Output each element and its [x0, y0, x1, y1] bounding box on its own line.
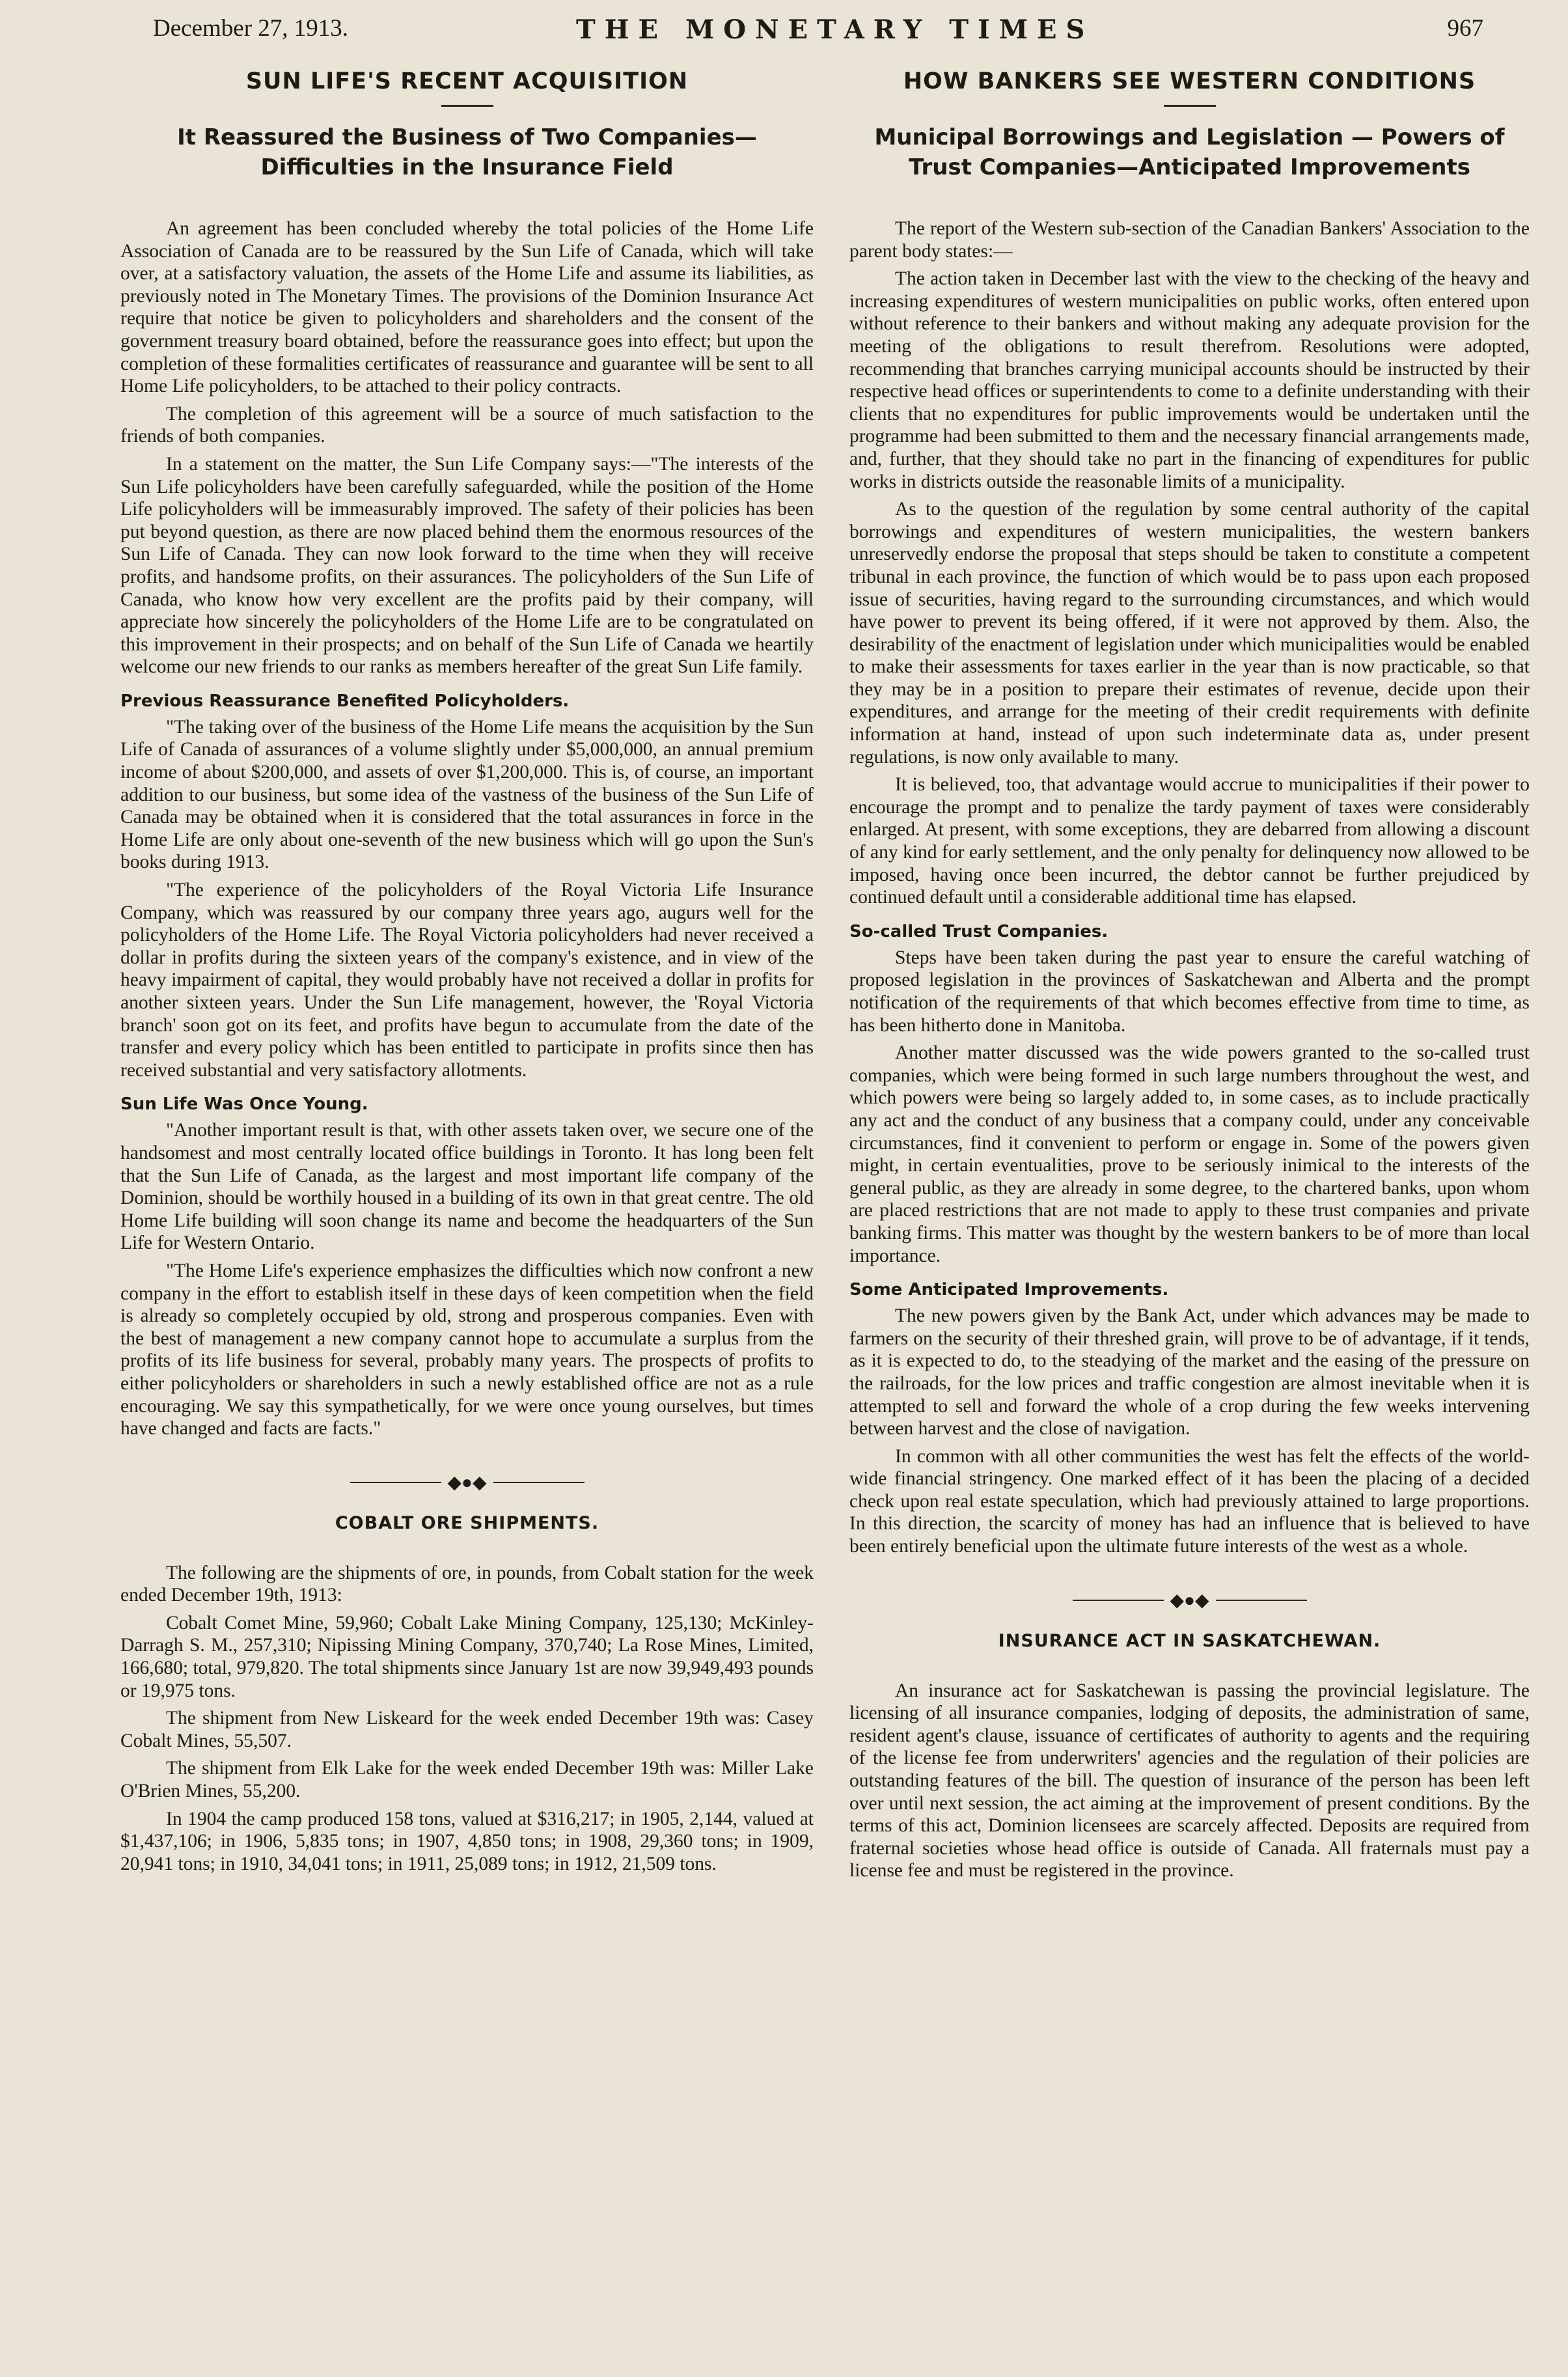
left-column — [120, 68, 814, 1875]
cobalt-headline: COBALT ORE SHIPMENTS. — [335, 1512, 599, 1533]
section-heading: Previous Reassurance Benefited Policyholders. — [120, 691, 570, 711]
bankers-headline: HOW BANKERS SEE WESTERN CONDITIONS — [903, 68, 1476, 94]
paragraph: "The taking over of the business of the Home Life means the acquisition by the Sun Life of Canada of assurances of a volume slightly under $5,000,000, an annual premium income of about $200,000, and assets of over $1,200,000. This is, of course, an important addition to our business, but some idea of the vastness of the business of the Sun Life of Canada may be obtained when it is considered that the total assurances in force in the Home Life are only about one-seventh of the new business which will go upon the Sun's books during 1913. — [120, 716, 814, 873]
paragraph: Cobalt Comet Mine, 59,960; Cobalt Lake Mining Company, 125,130; McKinley-Darragh S. M., 257,310; Nipissing Mining Company, 370,740; La Rose Mines, Limited, 166,680; total, 979,820. The total shipments since January 1st are now 39,949,493 pounds or 19,975 tons. — [120, 1612, 814, 1701]
paragraph: The action taken in December last with the view to the checking of the heavy and increasing expenditures of western municipalities on public works, often entered upon without reference to their bankers and without making any adequate provision for the meeting of the obligations to result therefrom. Resolutions were adopted, recommending that branches carrying municipal accounts should be instructed by their respective head offices or superintendents to come to a definite understanding with their clients that no expenditures for public improvements would be undertaken until the programme had been submitted to them and the necessary financial arrangements made, and, further, that they should take no part in the financing of expenditures for public works in districts outside the reasonable limits of a municipality. — [849, 268, 1530, 492]
paragraph: The report of the Western sub-section of the Canadian Bankers' Association to the parent body states:— — [849, 218, 1530, 262]
bankers-article — [849, 217, 1530, 1558]
paragraph: As to the question of the regulation by some central authority of the capital borrowings and expenditures of western municipalities, the western bankers unreservedly endorse the proposal that steps should be taken to constitute a competent tribunal in each province, the function of which would be to pass upon each proposed issue of securities, having regard to the surrounding circumstances, and which would have power to prevent its being offered, if it were not approved by them. Also, the desirability of the enactment of legislation under which municipalities would be enabled to make their assessments for taxes earlier in the year than is now practicable, so that they may be in a position to prepare their estimates of revenue, decide upon their expenditures, and arrange for the meeting of their credit requirements with definite information at hand, instead of upon such indeterminate data as, under present regulations, is now only available to many. — [849, 499, 1530, 768]
paragraph: "Another important result is that, with other assets taken over, we secure one of the handsomest and most centrally located office buildings in Toronto. It has long been felt that the Sun Life of Canada, as the largest and most important life company of the Dominion, should be worthily housed in a building of its own in that great centre. The old Home Life building will soon change its name and become the headquarters of the Sun Life for Western Ontario. — [120, 1120, 814, 1254]
right-column — [849, 68, 1530, 1882]
sun-life-article — [120, 217, 814, 1440]
ornament-divider: ◆●◆ — [1073, 1589, 1307, 1611]
insurance-act-headline: INSURANCE ACT IN SASKATCHEWAN. — [998, 1630, 1381, 1651]
paragraph: In common with all other communities the west has felt the effects of the world-wide financial stringency. One marked effect of it has been the placing of a decided check upon real estate speculation, which had previously attained to large proportions. In this direction, the scarcity of money has had an influence that is believed to have been entirely beneficial upon the ultimate future interests of the west as a whole. — [849, 1445, 1530, 1557]
ornament-divider: ◆●◆ — [350, 1471, 585, 1494]
publication-title: THE MONETARY TIMES — [576, 14, 1094, 45]
paragraph: Steps have been taken during the past year to ensure the careful watching of proposed legislation in the provinces of Saskatchewan and Alberta and the prompt notification of the requirements of that which becomes effective from time to time, as has been hitherto done in Manitoba. — [849, 947, 1530, 1036]
section-heading: Some Anticipated Improvements. — [849, 1280, 1169, 1300]
sun-life-subhead: It Reassured the Business of Two Companies—Difficulties in the Insurance Field — [177, 124, 757, 180]
section-heading: So-called Trust Companies. — [849, 921, 1108, 941]
paragraph: In a statement on the matter, the Sun Life Company says:—"The interests of the Sun Life policyholders have been carefully safeguarded, while the position of the Home Life policyholders will be immeasurably improved. The safety of their policies has been put beyond question, as there are now placed behind them the enormous resources of the Sun Life of Canada. They can now look forward to the time when they will receive profits, and handsome profits, on their assurances. The policyholders of the Sun Life of Canada, who know how very excellent are the profits paid by their company, will appreciate how sincerely the policyholders of the Home Life are to be congratulated on this improvement in their prospects; and on behalf of the Sun Life of Canada we heartily welcome our new friends to our ranks as members hereafter of the great Sun Life family. — [120, 453, 814, 678]
running-head — [153, 14, 1503, 53]
cobalt-article — [120, 1562, 814, 1876]
headline-rule — [441, 105, 493, 107]
section-heading: Sun Life Was Once Young. — [120, 1094, 368, 1115]
paragraph: In 1904 the camp produced 158 tons, valued at $316,217; in 1905, 2,144, valued at $1,437,106; in 1906, 5,835 tons; in 1907, 4,850 tons; in 1908, 29,360 tons; in 1909, 20,941 tons; in 1910, 34,041 tons; in 1911, 25,089 tons; in 1912, 21,509 tons. — [120, 1808, 814, 1874]
paragraph: The shipment from Elk Lake for the week ended December 19th was: Miller Lake O'Brien Mines, 55,200. — [120, 1758, 814, 1802]
insurance-act-article — [849, 1680, 1530, 1882]
paragraph: The shipment from New Liskeard for the week ended December 19th was: Casey Cobalt Mines, 55,507. — [120, 1708, 814, 1751]
paragraph: "The experience of the policyholders of the Royal Victoria Life Insurance Company, which was reassured by our company three years ago, augurs well for the policyholders of the Home Life. The Royal Victoria policyholders had never received a dollar in profits during the sixteen years of the company's existence, and in view of the heavy impairment of capital, they would probably have not received a dollar in profits for another sixteen years. Under the Sun Life management, however, the 'Royal Victoria branch' soon got on its feet, and profits have begun to accumulate from the date of the transfer and every policy which has been entitled to participate in profits since then has received substantial and very satisfactory allotments. — [120, 880, 814, 1081]
bankers-subhead: Municipal Borrowings and Legislation — Powers of Trust Companies—Anticipated Improvements — [874, 124, 1505, 180]
paragraph: An agreement has been concluded whereby the total policies of the Home Life Association of Canada are to be reassured by the Sun Life of Canada, which will take over, at a satisfactory valuation, the assets of the Home Life and assume its liabilities, as previously noted in The Monetary Times. The provisions of the Dominion Insurance Act require that notice be given to policyholders and shareholders and the consent of the government treasury board obtained, before the reassurance goes into effect; but upon the completion of these formalities certificates of reassurance and guarantee will be sent to all Home Life policyholders, to be attached to their policy contracts. — [120, 218, 814, 397]
paragraph: The following are the shipments of ore, in pounds, from Cobalt station for the week ended December 19th, 1913: — [120, 1562, 814, 1606]
paragraph: Another matter discussed was the wide powers granted to the so-called trust companies, which were being formed in such large numbers throughout the west, and which powers were being so largely added to, in some cases, as to include practically any act and the conduct of any business that a company could, under any conceivable circumstances, find it convenient to perform or engage in. Some of the powers given might, in certain eventualities, prove to be seriously inimical to the interests of the general public, as they are already in some degree, to the chartered banks, upon whom are placed restrictions that are not made to apply to these trust companies and private banking firms. This matter was thought by the western bankers to be of more than local importance. — [849, 1042, 1530, 1266]
paragraph: The completion of this agreement will be a source of much satisfaction to the friends of both companies. — [120, 403, 814, 447]
paragraph: An insurance act for Saskatchewan is passing the provincial legislature. The licensing of all insurance companies, lodging of deposits, the administration of same, resident agent's clause, issuance of certificates of authority to agents and the requiring of the license fee from underwriters' agencies and the regulation of their policies are outstanding features of the bill. The question of insurance of the person has been left over until next session, the act aiming at the improvement of present conditions. By the terms of this act, Dominion licensees are scarcely affected. Deposits are required from fraternal societies whose head office is outside of Canada. All fraternals must pay a license fee and must be registered in the province. — [849, 1680, 1530, 1882]
sun-life-headline: SUN LIFE'S RECENT ACQUISITION — [245, 68, 689, 94]
headline-rule — [1164, 105, 1216, 107]
issue-date: December 27, 1913. — [153, 15, 349, 42]
page-number: 967 — [1447, 15, 1483, 42]
paragraph: It is believed, too, that advantage would accrue to municipalities if their power to encourage the prompt and to penalize the tardy payment of taxes were considerably enlarged. At present, with some exceptions, they are debarred from allowing a discount of any kind for early settlement, and the only penalty for delinquency now allowed to be imposed, having once been incurred, the debtor cannot be further prejudiced by continued default until a considerable additional time has elapsed. — [849, 774, 1530, 908]
paragraph: "The Home Life's experience emphasizes the difficulties which now confront a new company in the effort to establish itself in these days of keen competition when the field is already so completely occupied by old, strong and prosperous companies. Even with the best of management a new company cannot hope to accumulate a surplus from the profits of its life business for several, probably many years. The prospects of profits to either policyholders or shareholders in such a newly established office are not as a rule encouraging. We say this sympathetically, for we were once young ourselves, but times have changed and facts are facts." — [120, 1260, 814, 1439]
paragraph: The new powers given by the Bank Act, under which advances may be made to farmers on the security of their threshed grain, will prove to be of advantage, if it tends, as it is expected to do, to the steadying of the market and the easing of the pressure on the railroads, for the low prices and traffic congestion are almost inevitable when it is attempted to sell and forward the whole of a crop during the few weeks intervening between harvest and the close of navigation. — [849, 1305, 1530, 1439]
